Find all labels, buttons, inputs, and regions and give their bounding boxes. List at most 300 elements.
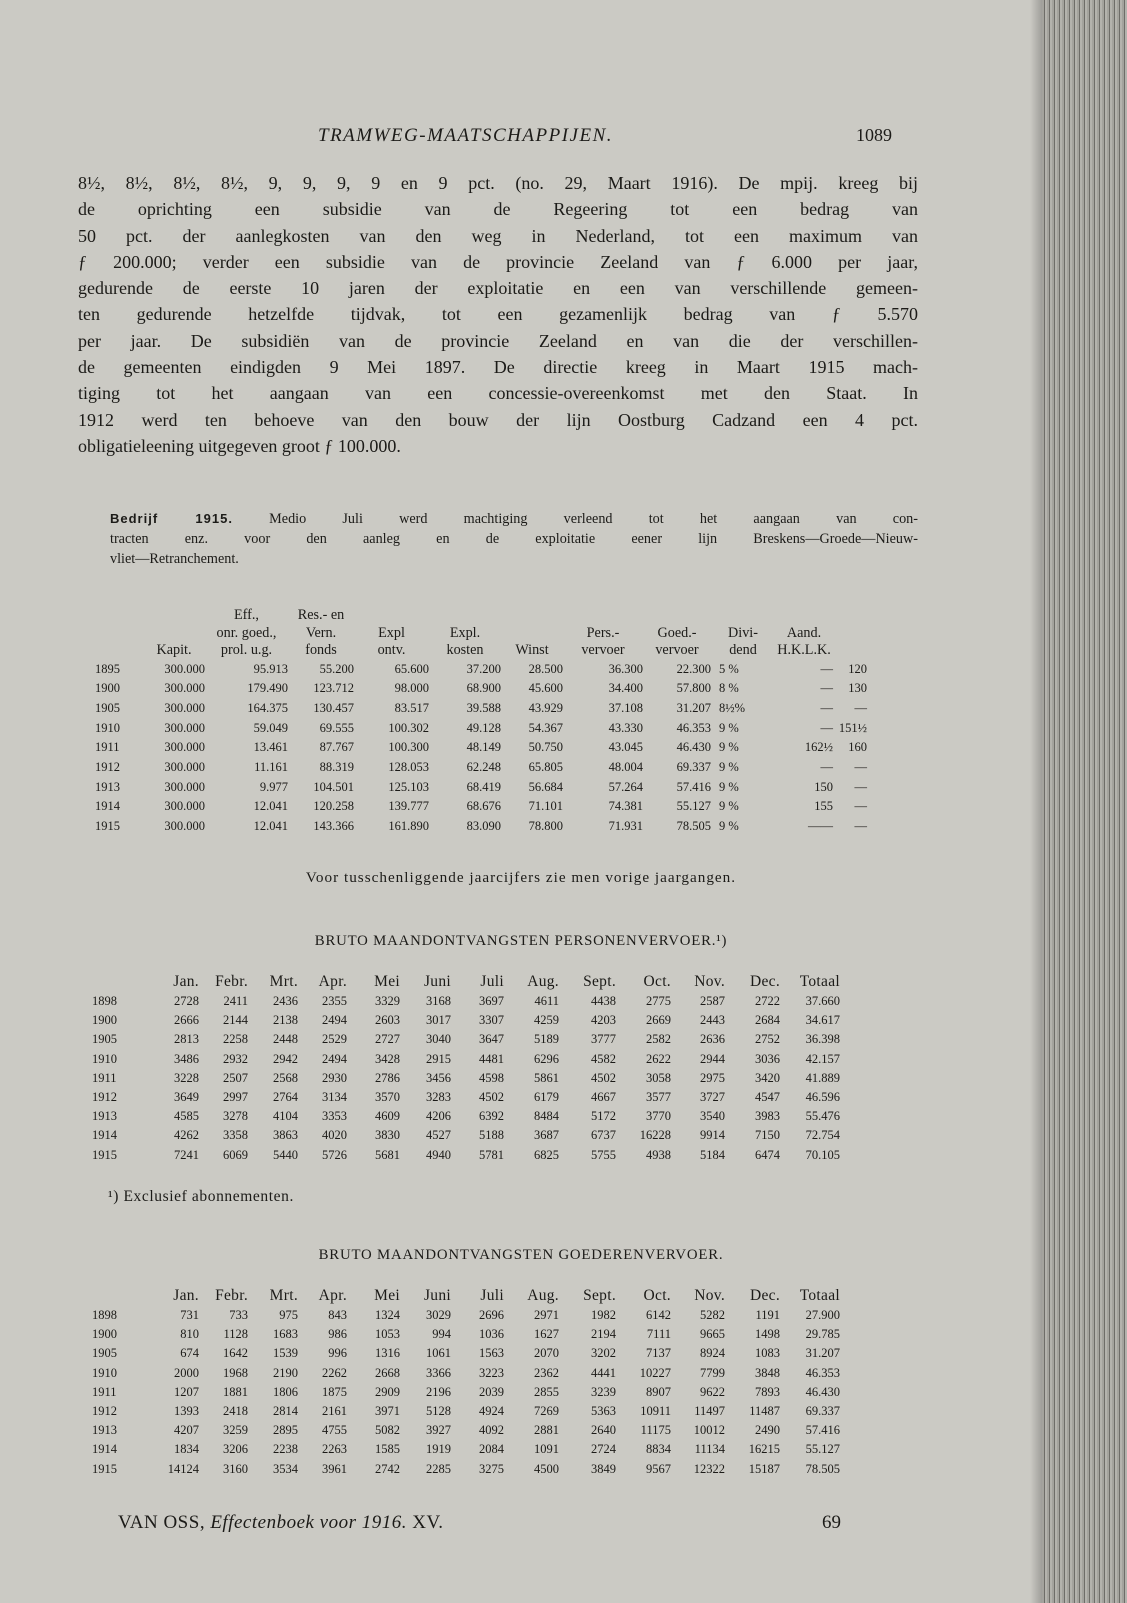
- table-row: [92, 1069, 840, 1088]
- value-cell: 3727: [700, 1090, 725, 1105]
- value-cell: 7137: [646, 1346, 671, 1361]
- column-header: Vern.: [305, 624, 337, 641]
- value-cell: 2587: [700, 994, 725, 1008]
- value-cell: 4585: [174, 1109, 199, 1124]
- month-header: Mei: [374, 973, 400, 990]
- month-header: Jan.: [173, 973, 199, 990]
- value-cell: 8484: [534, 1109, 559, 1124]
- month-header: Apr.: [318, 973, 347, 990]
- value-cell: 5172: [591, 1109, 616, 1124]
- value-cell: 7111: [646, 1327, 671, 1342]
- value-cell: 2190: [273, 1365, 298, 1380]
- value-cell: 4092: [479, 1423, 504, 1438]
- value-cell: 12322: [693, 1461, 725, 1476]
- value-cell: 2507: [223, 1070, 248, 1085]
- table-row: [92, 1306, 840, 1325]
- body-line: per jaar. De subsidiën van de provincie Zeeland en van die der verschillen-: [78, 330, 918, 351]
- company-header-row: [95, 607, 867, 625]
- value-cell: —: [854, 799, 867, 814]
- value-cell: 11497: [694, 1404, 725, 1419]
- value-cell: 2752: [755, 1032, 780, 1047]
- value-cell: 1191: [755, 1308, 780, 1322]
- value-cell: 300.000: [164, 720, 205, 735]
- month-header: Dec.: [749, 1287, 780, 1304]
- value-cell: —: [820, 700, 833, 715]
- body-line: 8½, 8½, 8½, 8½, 9, 9, 9, 9 en 9 pct. (no. 29, Maart 1916). De mpij. kreeg bij: [78, 173, 918, 193]
- value-cell: 3275: [479, 1461, 504, 1476]
- value-cell: 996: [328, 1346, 347, 1361]
- value-cell: 46.353: [676, 720, 711, 735]
- table-row: [92, 992, 840, 1011]
- value-cell: 2742: [375, 1461, 400, 1476]
- value-cell: 2529: [322, 1032, 347, 1047]
- value-cell: 6142: [646, 1308, 671, 1322]
- value-cell: 57.800: [676, 681, 711, 696]
- body-line: obligatieleening uitgegeven groot ƒ 100.000.: [78, 435, 401, 456]
- value-cell: 9 %: [719, 819, 739, 834]
- value-cell: 4438: [591, 994, 616, 1008]
- value-cell: 9622: [700, 1384, 725, 1399]
- value-cell: 39.588: [466, 700, 501, 715]
- value-cell: 5861: [534, 1070, 559, 1085]
- value-cell: 4940: [426, 1147, 451, 1162]
- table-row: [95, 797, 867, 817]
- table-row: [95, 660, 867, 680]
- value-cell: 9 %: [719, 740, 739, 755]
- value-cell: 2722: [755, 994, 780, 1008]
- value-cell: 2258: [223, 1032, 248, 1047]
- value-cell: 78.505: [805, 1461, 840, 1476]
- value-cell: 2622: [646, 1051, 671, 1066]
- value-cell: 4598: [479, 1070, 504, 1085]
- value-cell: 300.000: [164, 661, 205, 676]
- value-cell: 34.400: [608, 681, 643, 696]
- year-cell: 1915: [92, 1147, 117, 1162]
- value-cell: 2915: [426, 1051, 451, 1066]
- value-cell: 3849: [591, 1461, 616, 1476]
- value-cell: 3278: [223, 1109, 248, 1124]
- value-cell: 59.049: [253, 720, 288, 735]
- value-cell: 994: [432, 1327, 451, 1342]
- footer-author: VAN OSS,: [118, 1512, 206, 1533]
- column-header: [775, 607, 833, 625]
- value-cell: 46.430: [805, 1384, 840, 1399]
- value-cell: 986: [328, 1327, 347, 1342]
- value-cell: 57.416: [676, 779, 711, 794]
- running-title: TRAMWEG-MAATSCHAPPIJEN.: [318, 125, 613, 146]
- value-cell: 3830: [375, 1128, 400, 1143]
- value-cell: 1919: [426, 1442, 451, 1457]
- value-cell: 46.353: [805, 1365, 840, 1380]
- value-cell: 98.000: [394, 681, 429, 696]
- table-row: [92, 1050, 840, 1069]
- value-cell: 43.330: [608, 720, 643, 735]
- value-cell: 7241: [174, 1147, 199, 1162]
- value-cell: 2696: [479, 1308, 504, 1322]
- value-cell: 6474: [755, 1147, 780, 1162]
- value-cell: 69.337: [676, 760, 711, 775]
- column-header: [354, 607, 429, 625]
- value-cell: 2930: [322, 1070, 347, 1085]
- value-cell: 2411: [223, 994, 248, 1008]
- value-cell: 29.785: [805, 1327, 840, 1342]
- value-cell: 3223: [479, 1365, 504, 1380]
- value-cell: 2640: [591, 1423, 616, 1438]
- body-line: ten gedurende hetzelfde tijdvak, tot een gezamenlijk bedrag van ƒ 5.570: [78, 304, 918, 325]
- value-cell: 1498: [755, 1327, 780, 1342]
- value-cell: 3329: [375, 994, 400, 1008]
- year-cell: 1912: [95, 760, 120, 775]
- value-cell: 2971: [534, 1308, 559, 1322]
- value-cell: 41.889: [805, 1070, 840, 1085]
- value-cell: 54.367: [528, 720, 563, 735]
- value-cell: 3770: [646, 1109, 671, 1124]
- value-cell: 130: [848, 681, 867, 696]
- column-header: Goed.-: [657, 624, 697, 641]
- month-header: Nov.: [694, 1287, 725, 1304]
- value-cell: 2895: [273, 1423, 298, 1438]
- value-cell: 68.419: [466, 779, 501, 794]
- year-cell: 1898: [92, 994, 117, 1008]
- value-cell: 1324: [375, 1308, 400, 1322]
- value-cell: 5082: [375, 1423, 400, 1438]
- value-cell: 13.461: [253, 740, 288, 755]
- value-cell: 9665: [700, 1327, 725, 1342]
- value-cell: 4924: [479, 1404, 504, 1419]
- value-cell: 9.977: [259, 779, 288, 794]
- value-cell: 300.000: [164, 799, 205, 814]
- value-cell: 3160: [223, 1461, 248, 1476]
- business-line: Medio Juli werd machtiging verleend tot het aangaan van con-: [232, 511, 918, 527]
- value-cell: 300.000: [164, 760, 205, 775]
- value-cell: 4441: [591, 1365, 616, 1380]
- month-header: Dec.: [749, 973, 780, 990]
- value-cell: 2238: [273, 1442, 298, 1457]
- year-cell: 1905: [92, 1032, 117, 1047]
- value-cell: 16228: [639, 1128, 671, 1143]
- value-cell: 27.900: [805, 1308, 840, 1322]
- value-cell: 6069: [223, 1147, 248, 1162]
- column-header: [563, 607, 643, 625]
- value-cell: 8834: [646, 1442, 671, 1457]
- header-spacer: [95, 642, 143, 660]
- value-cell: 1091: [534, 1442, 559, 1457]
- value-cell: 6737: [591, 1128, 616, 1143]
- value-cell: 5188: [479, 1128, 504, 1143]
- value-cell: 300.000: [164, 681, 205, 696]
- year-cell: 1905: [95, 700, 120, 715]
- value-cell: 2636: [700, 1032, 725, 1047]
- table-row: [92, 1440, 840, 1459]
- value-cell: 2855: [534, 1384, 559, 1399]
- value-cell: 2582: [646, 1032, 671, 1047]
- value-cell: 7893: [755, 1384, 780, 1399]
- value-cell: 16215: [748, 1442, 780, 1457]
- value-cell: 65.805: [528, 760, 563, 775]
- value-cell: 83.517: [394, 700, 429, 715]
- column-header: Aand.: [786, 624, 822, 641]
- value-cell: 2138: [273, 1013, 298, 1028]
- month-header: Totaal: [799, 973, 840, 990]
- value-cell: 50.750: [528, 740, 563, 755]
- goods-table-title: BRUTO MAANDONTVANGSTEN GOEDERENVERVOER.: [318, 1247, 724, 1263]
- value-cell: 78.505: [676, 819, 711, 834]
- value-cell: 120: [848, 661, 867, 676]
- month-header: Oct.: [643, 973, 671, 990]
- body-paragraph: [78, 170, 918, 459]
- value-cell: 130.457: [313, 700, 354, 715]
- year-cell: 1900: [92, 1327, 117, 1342]
- value-cell: 6392: [479, 1109, 504, 1124]
- value-cell: 5128: [426, 1404, 451, 1419]
- value-cell: 2494: [322, 1013, 347, 1028]
- value-cell: —: [820, 681, 833, 696]
- value-cell: 2039: [479, 1384, 504, 1399]
- year-cell: 1912: [92, 1090, 117, 1105]
- value-cell: 2909: [375, 1384, 400, 1399]
- value-cell: 3863: [273, 1128, 298, 1143]
- value-cell: 37.660: [805, 994, 840, 1008]
- column-header: Eff.,: [234, 607, 259, 623]
- value-cell: 3456: [426, 1070, 451, 1085]
- value-cell: 161.890: [388, 819, 429, 834]
- year-cell: 1911: [92, 1070, 117, 1085]
- value-cell: 3168: [426, 994, 451, 1008]
- value-cell: 1968: [223, 1365, 248, 1380]
- column-header: dend: [729, 642, 757, 658]
- value-cell: 78.800: [528, 819, 563, 834]
- value-cell: 2194: [591, 1327, 616, 1342]
- value-cell: 4502: [479, 1090, 504, 1105]
- month-header: Febr.: [215, 1287, 248, 1304]
- column-header: fonds: [305, 642, 337, 658]
- value-cell: 83.090: [466, 819, 501, 834]
- value-cell: 3647: [479, 1032, 504, 1047]
- value-cell: 8907: [646, 1384, 671, 1399]
- value-cell: 300.000: [164, 779, 205, 794]
- value-cell: 4755: [322, 1423, 347, 1438]
- business-lead: Bedrijf 1915.: [110, 511, 233, 526]
- footer-title: Effectenboek voor 1916.: [210, 1512, 408, 1533]
- month-header: Mei: [374, 1287, 400, 1304]
- value-cell: 3353: [322, 1109, 347, 1124]
- value-cell: 3029: [426, 1308, 451, 1322]
- month-header: Juli: [480, 1287, 504, 1304]
- table-row: [95, 699, 867, 719]
- value-cell: 5781: [479, 1147, 504, 1162]
- value-cell: 46.596: [805, 1090, 840, 1105]
- value-cell: 4206: [426, 1109, 451, 1124]
- value-cell: 95.913: [253, 661, 288, 676]
- value-cell: 68.900: [466, 681, 501, 696]
- year-cell: 1914: [92, 1128, 117, 1143]
- column-header: Expl: [378, 624, 405, 641]
- value-cell: 2727: [375, 1032, 400, 1047]
- business-paragraph: [110, 509, 918, 569]
- value-cell: 300.000: [164, 740, 205, 755]
- value-cell: 2070: [534, 1346, 559, 1361]
- header-spacer: [95, 625, 143, 643]
- column-header: ontv.: [377, 642, 406, 658]
- table-row: [92, 1383, 840, 1402]
- column-header: vervoer: [581, 642, 625, 658]
- value-cell: 2436: [273, 994, 298, 1008]
- table-row: [92, 1325, 840, 1344]
- value-cell: —: [854, 819, 867, 834]
- value-cell: 5184: [700, 1147, 725, 1162]
- value-cell: 3848: [755, 1365, 780, 1380]
- value-cell: 1083: [755, 1346, 780, 1361]
- value-cell: 2161: [322, 1404, 347, 1419]
- footer-volume: XV.: [412, 1512, 444, 1533]
- year-cell: 1895: [95, 661, 120, 676]
- column-header: onr. goed.,: [216, 624, 277, 641]
- table-row: [95, 679, 867, 699]
- value-cell: 69.337: [805, 1404, 840, 1419]
- value-cell: 42.157: [805, 1051, 840, 1066]
- value-cell: 10227: [639, 1365, 671, 1380]
- passenger-revenue-table: [92, 972, 840, 1165]
- value-cell: 37.200: [466, 661, 501, 676]
- value-cell: 1207: [174, 1384, 199, 1399]
- value-cell: 3486: [174, 1051, 199, 1066]
- value-cell: 3570: [375, 1090, 400, 1105]
- value-cell: 674: [180, 1346, 199, 1361]
- value-cell: 5 %: [719, 661, 739, 676]
- body-line: 1912 werd ten behoeve van den bouw der lijn Oostburg Cadzand een 4 pct.: [78, 409, 918, 430]
- value-cell: ——: [808, 819, 833, 834]
- value-cell: 36.300: [608, 661, 643, 676]
- value-cell: 4203: [591, 1013, 616, 1028]
- year-cell: 1910: [92, 1051, 117, 1066]
- company-header-row: [95, 642, 867, 660]
- column-header: [833, 607, 867, 625]
- value-cell: 3239: [591, 1384, 616, 1399]
- value-cell: 2666: [174, 1013, 199, 1028]
- value-cell: 55.200: [319, 661, 354, 676]
- value-cell: 5681: [375, 1147, 400, 1162]
- value-cell: 15187: [748, 1461, 780, 1476]
- column-header: vervoer: [655, 642, 699, 658]
- value-cell: 1881: [223, 1384, 248, 1399]
- value-cell: 9 %: [719, 779, 739, 794]
- value-cell: 3961: [322, 1461, 347, 1476]
- value-cell: 7799: [700, 1365, 725, 1380]
- value-cell: —: [820, 720, 833, 735]
- value-cell: 1834: [174, 1442, 199, 1457]
- year-cell: 1900: [92, 1013, 117, 1028]
- body-line: ƒ 200.000; verder een subsidie van de provincie Zeeland van ƒ 6.000 per jaar,: [78, 251, 918, 272]
- passenger-table-title: BRUTO MAANDONTVANGSTEN PERSONENVERVOER.¹): [314, 933, 728, 949]
- value-cell: 3228: [174, 1070, 199, 1085]
- table-note: Voor tusschenliggende jaarcijfers zie men vorige jaargangen.: [305, 869, 737, 886]
- value-cell: 2932: [223, 1051, 248, 1066]
- value-cell: 2494: [322, 1051, 347, 1066]
- value-cell: 57.416: [805, 1423, 840, 1438]
- value-cell: 2997: [223, 1090, 248, 1105]
- value-cell: 11175: [640, 1423, 671, 1438]
- value-cell: 12.041: [253, 819, 288, 834]
- month-header: Oct.: [643, 1287, 671, 1304]
- value-cell: 3577: [646, 1090, 671, 1105]
- value-cell: 7150: [755, 1128, 780, 1143]
- value-cell: 3366: [426, 1365, 451, 1380]
- value-cell: —: [854, 760, 867, 775]
- month-header-row: [92, 1286, 840, 1306]
- value-cell: 104.501: [313, 779, 354, 794]
- column-header: Pers.-: [586, 624, 620, 641]
- column-header: Res.- en: [297, 607, 345, 623]
- value-cell: 7269: [534, 1404, 559, 1419]
- column-header: [501, 607, 563, 625]
- value-cell: 11134: [694, 1442, 725, 1457]
- column-header: [711, 607, 775, 625]
- value-cell: 2724: [591, 1442, 616, 1457]
- value-cell: 975: [279, 1308, 298, 1322]
- value-cell: 46.430: [676, 740, 711, 755]
- value-cell: 2814: [273, 1404, 298, 1419]
- value-cell: 3358: [223, 1128, 248, 1143]
- value-cell: 1585: [375, 1442, 400, 1457]
- value-cell: 733: [229, 1308, 248, 1322]
- body-line: 50 pct. der aanlegkosten van den weg in Nederland, tot een maximum van: [78, 225, 918, 246]
- value-cell: 3283: [426, 1090, 451, 1105]
- month-header: Aug.: [527, 1287, 559, 1304]
- year-cell: 1914: [95, 799, 120, 814]
- business-line: tracten enz. voor den aanleg en de exploitatie eener lijn Breskens—Groede—Nieuw-: [110, 531, 918, 547]
- column-header: kosten: [446, 642, 484, 658]
- value-cell: 45.600: [528, 681, 563, 696]
- value-cell: 9 %: [719, 799, 739, 814]
- value-cell: 2975: [700, 1070, 725, 1085]
- value-cell: 3428: [375, 1051, 400, 1066]
- table-row: [92, 1030, 840, 1049]
- company-header-row: [95, 625, 867, 643]
- value-cell: 2764: [273, 1090, 298, 1105]
- table-row: [92, 1088, 840, 1107]
- column-header: prol. u.g.: [220, 642, 273, 658]
- value-cell: 8 %: [719, 681, 739, 696]
- value-cell: 2568: [273, 1070, 298, 1085]
- month-header: Jan.: [173, 1287, 199, 1304]
- header-spacer: [95, 607, 143, 625]
- value-cell: 3927: [426, 1423, 451, 1438]
- year-cell: 1898: [92, 1308, 117, 1322]
- value-cell: 37.108: [608, 700, 643, 715]
- value-cell: 139.777: [388, 799, 429, 814]
- value-cell: 151½: [838, 720, 867, 735]
- value-cell: 36.398: [805, 1032, 840, 1047]
- value-cell: 34.617: [805, 1013, 840, 1028]
- month-header: [92, 1286, 138, 1306]
- value-cell: 120.258: [313, 799, 354, 814]
- value-cell: 3534: [273, 1461, 298, 1476]
- value-cell: 128.053: [388, 760, 429, 775]
- value-cell: 2084: [479, 1442, 504, 1457]
- year-cell: 1915: [92, 1461, 117, 1476]
- table-row: [92, 1460, 840, 1479]
- value-cell: 2684: [755, 1013, 780, 1028]
- value-cell: 2362: [534, 1365, 559, 1380]
- value-cell: 12.041: [253, 799, 288, 814]
- table-row: [92, 1146, 840, 1165]
- value-cell: 2196: [426, 1384, 451, 1399]
- value-cell: 9 %: [719, 760, 739, 775]
- value-cell: —: [854, 700, 867, 715]
- year-cell: 1915: [95, 819, 120, 834]
- table-row: [92, 1421, 840, 1440]
- year-cell: 1913: [92, 1109, 117, 1124]
